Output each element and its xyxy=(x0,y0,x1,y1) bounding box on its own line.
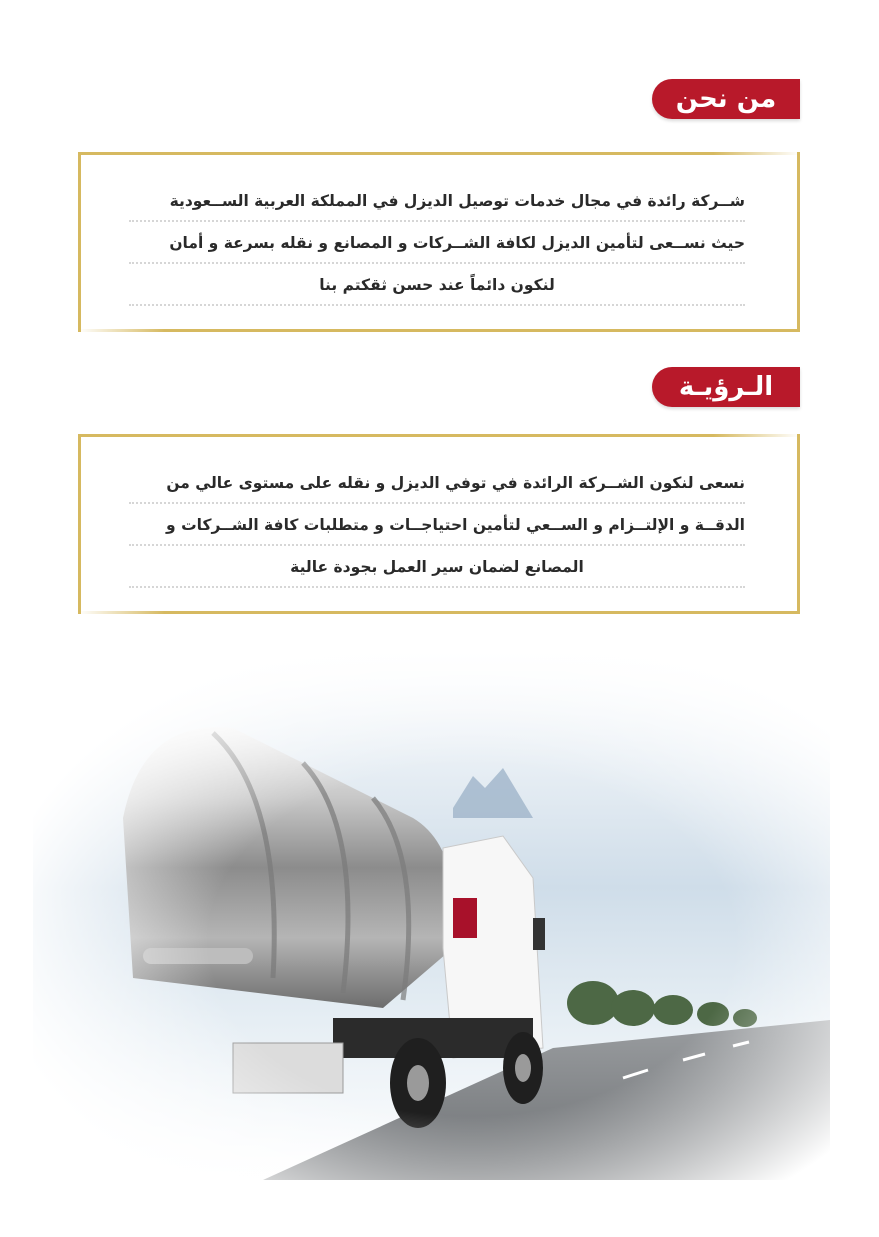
about-line: لنكون دائماً عند حسن ثقكتم بنا xyxy=(129,264,745,306)
vision-section-title: الـرؤيـة xyxy=(652,367,800,407)
vision-line: نسعى لنكون الشــركة الرائدة في توفي الديزل و نقله على مستوى عالي من xyxy=(129,462,745,504)
about-text-block xyxy=(129,180,745,306)
about-section-title: من نحن xyxy=(652,79,800,119)
about-card xyxy=(78,152,800,332)
about-line: حيث نســعى لتأمين الديزل لكافة الشــركات و المصانع و نقله بسرعة و أمان xyxy=(129,222,745,264)
fuel-tanker-truck-photo xyxy=(33,648,830,1180)
about-line: شــركة رائدة في مجال خدمات توصيل الديزل في المملكة العربية الســعودية xyxy=(129,180,745,222)
truck-illustration xyxy=(33,648,830,1180)
vision-line: الدقــة و الإلتــزام و الســعي لتأمين احتياجــات و متطلبات كافة الشــركات و xyxy=(129,504,745,546)
vision-line: المصانع لضمان سير العمل بجودة عالية xyxy=(129,546,745,588)
vision-card xyxy=(78,434,800,614)
vision-text-block xyxy=(129,462,745,588)
